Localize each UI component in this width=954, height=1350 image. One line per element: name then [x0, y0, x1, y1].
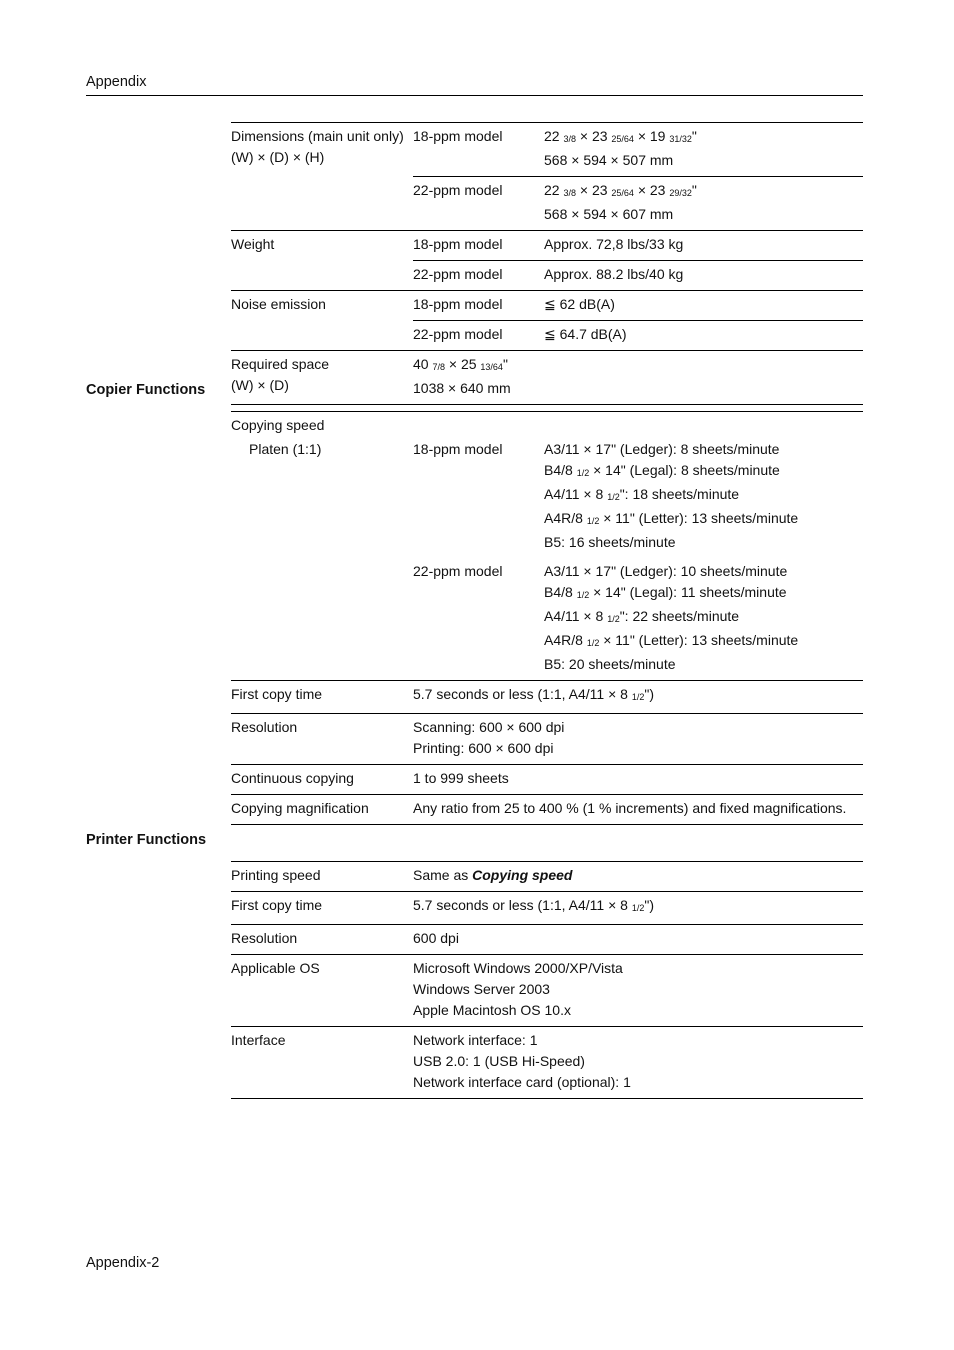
noise-label: Noise emission — [231, 291, 413, 351]
copier-spec-table — [231, 411, 863, 825]
table-row — [231, 412, 863, 437]
resolution-label: Resolution — [231, 925, 413, 955]
table-row — [231, 123, 863, 177]
copier-functions-title: Copier Functions — [86, 382, 206, 398]
model-label: 18-ppm model — [413, 123, 544, 177]
resolution-value: Scanning: 600 × 600 dpi Printing: 600 × 600 dpi — [413, 714, 863, 765]
copying-speed-reference: Copying speed — [472, 867, 573, 883]
first-copy-label: First copy time — [231, 681, 413, 714]
interface-value: Network interface: 1 USB 2.0: 1 (USB Hi-Speed) Network interface card (optional): 1 — [413, 1027, 863, 1099]
first-copy-label: First copy time — [231, 892, 413, 925]
printer-functions-title: Printer Functions — [86, 832, 207, 848]
noise-value: ≦ 64.7 dB(A) — [544, 321, 863, 351]
table-row — [231, 436, 863, 558]
platen-label: Platen (1:1) — [249, 441, 322, 457]
magnification-value: Any ratio from 25 to 400 % (1 % increments) and fixed magnifications. — [413, 795, 863, 825]
continuous-copying-value: 1 to 999 sheets — [413, 765, 863, 795]
applicable-os-value: Microsoft Windows 2000/XP/Vista Windows Server 2003 Apple Macintosh OS 10.x — [413, 955, 863, 1027]
model-label: 18-ppm model — [413, 231, 544, 261]
table-row — [231, 291, 863, 321]
printing-speed-value: Same as Copying speed — [413, 862, 863, 892]
noise-value: ≦ 62 dB(A) — [544, 291, 863, 321]
table-row — [231, 231, 863, 261]
magnification-label: Copying magnification — [231, 795, 413, 825]
copying-speed-label: Copying speed — [231, 412, 863, 437]
printing-speed-label: Printing speed — [231, 862, 413, 892]
copying-speed-value: A3/11 × 17" (Ledger): 8 sheets/minute B4/8 $_{1/2}$ × 14" (Legal): 8 sheets/minute A4/11 × 8 $_{1/2}$": 18 sheets/minute A4R/8 $_{1/2}$ × 11" (Letter): 13 sheets/minute B5: 16 sheets/minute — [544, 441, 799, 550]
table-row — [231, 681, 863, 714]
table-row — [231, 925, 863, 955]
model-label: 18-ppm model — [413, 291, 544, 321]
model-label: 22-ppm model — [413, 177, 544, 231]
table-row — [231, 1027, 863, 1099]
main-spec-table — [231, 122, 863, 405]
table-row — [231, 862, 863, 892]
space-label: Required space (W) × (D) — [231, 351, 413, 405]
dimensions-value: 22 $_{3/8}$ × 23 $_{25/64}$ × 23 $_{29/32}$" 568 × 594 × 607 mm — [544, 177, 863, 231]
weight-label: Weight — [231, 231, 413, 291]
table-row — [231, 765, 863, 795]
page-number: Appendix-2 — [86, 1255, 160, 1271]
space-value: 40 $_{7/8}$ × 25 $_{13/64}$" 1038 × 640 mm — [413, 351, 863, 405]
header-title: Appendix — [86, 74, 147, 90]
first-copy-value: 5.7 seconds or less (1:1, A4/11 × 8 $_{1/2}$") — [413, 892, 863, 925]
continuous-copying-label: Continuous copying — [231, 765, 413, 795]
applicable-os-label: Applicable OS — [231, 955, 413, 1027]
first-copy-value: 5.7 seconds or less (1:1, A4/11 × 8 $_{1/2}$") — [413, 681, 863, 714]
resolution-label: Resolution — [231, 714, 413, 765]
dimensions-value: 22 $_{3/8}$ × 23 $_{25/64}$ × 19 $_{31/32}$" 568 × 594 × 507 mm — [544, 123, 863, 177]
weight-value: Approx. 72,8 lbs/33 kg — [544, 231, 863, 261]
dimensions-label: Dimensions (main unit only) (W) × (D) × (H) — [231, 123, 413, 231]
table-row — [231, 714, 863, 765]
model-label: 22-ppm model — [413, 563, 503, 579]
interface-label: Interface — [231, 1027, 413, 1099]
resolution-value: 600 dpi — [413, 925, 863, 955]
copying-speed-value: A3/11 × 17" (Ledger): 10 sheets/minute B4/8 $_{1/2}$ × 14" (Legal): 11 sheets/minute A4/11 × 8 $_{1/2}$": 22 sheets/minute A4R/8 $_{1/2}$ × 11" (Letter): 13 sheets/minute B5: 20 sheets/minute — [544, 563, 799, 672]
page-header — [86, 73, 863, 96]
model-label: 22-ppm model — [413, 261, 544, 291]
model-label: 18-ppm model — [413, 441, 503, 457]
printer-spec-table — [231, 861, 863, 1099]
table-row — [231, 955, 863, 1027]
model-label: 22-ppm model — [413, 321, 544, 351]
table-row — [231, 892, 863, 925]
table-row — [231, 795, 863, 825]
weight-value: Approx. 88.2 lbs/40 kg — [544, 261, 863, 291]
table-row — [231, 351, 863, 405]
